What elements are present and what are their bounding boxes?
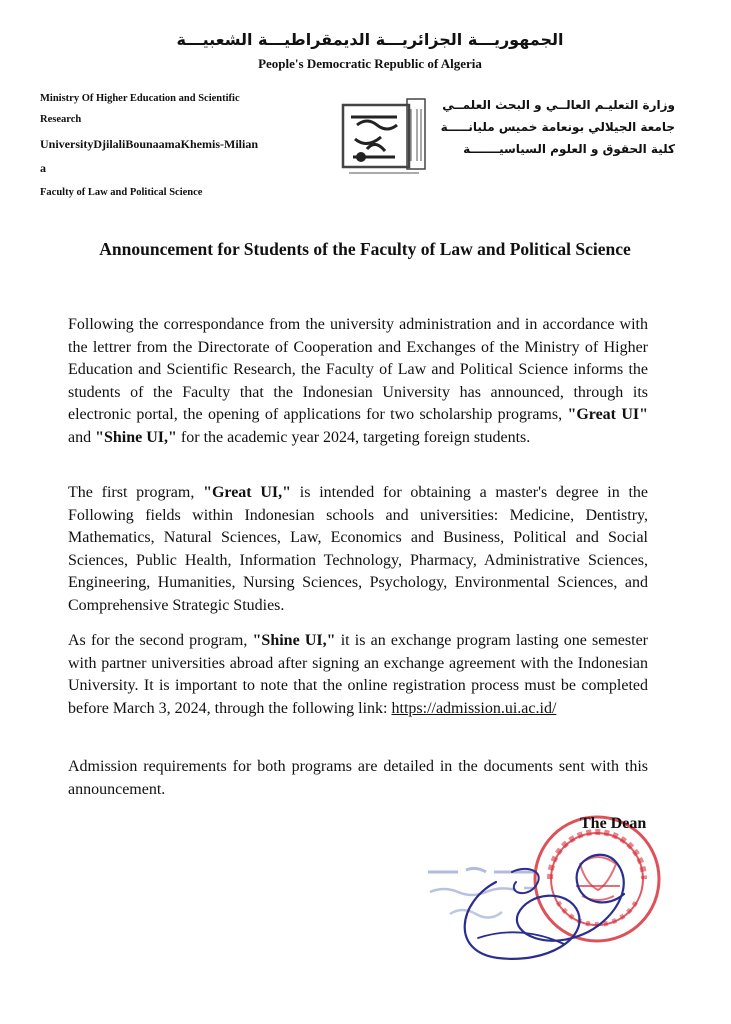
program-great-ui: "Great UI," <box>203 484 292 501</box>
first-program-fields: is intended for obtaining a master's degree in the Following fields within Indonesian schools and universities: Medicine, Dentistry, Mathematics, Natural Sciences, Law, Economics and Business, Political and Social Sciences, Public Health, Information Technology, Pharmacy, Administrative Sciences, Engineering, Humanities, Nursing Sciences, Psychology, Environmental Sciences, and Comprehensive Strategic Studies. <box>68 484 649 614</box>
faculty-name-arabic: كلية الحقوق و العلوم السياسيـــــــة <box>463 142 675 156</box>
intro-text: Following the correspondance from the university administration and in accordance with the lettrer from the Directorate of Cooperation and Exchanges of the Ministry of Higher Education and Scientific Research, the Faculty of Law and Political Science informs the students of the Faculty that the Indonesian University has announced, through its electronic portal, the opening of applications for two scholarship programs, <box>68 316 648 424</box>
announcement-title: Announcement for Students of the Faculty of Law and Political Science <box>99 239 631 259</box>
dean-signature <box>438 842 648 977</box>
ministry-name: Ministry Of Higher Education and Scientific Research <box>40 93 240 125</box>
paragraph-first-program <box>68 482 648 618</box>
university-name: UniversityDjilaliBounaamaKhemis-Miliana <box>40 137 259 175</box>
university-name-arabic: جامعة الجيلالي بونعامة خميس مليانـــــة <box>440 120 675 134</box>
program-great-ui: "Great UI" <box>567 406 649 424</box>
first-program-text: The first program, <box>68 484 204 501</box>
admission-link[interactable]: https://admission.ui.ac.id/ <box>391 699 557 717</box>
university-logo <box>337 95 429 187</box>
header-right-block <box>435 94 675 160</box>
ministry-name-arabic: وزارة التعليـم العالــي و البحث العلمــي <box>442 98 675 112</box>
connector-text: and <box>68 428 96 446</box>
program-shine-ui: "Shine UI," <box>95 428 177 446</box>
paragraph-requirements: Admission requirements for both programs are detailed in the documents sent with this announcement. <box>68 758 648 798</box>
header-left-block <box>40 88 260 203</box>
second-program-text: As for the second program, <box>68 632 253 649</box>
paragraph-intro <box>68 314 648 450</box>
signatory-title: The Dean <box>580 815 647 832</box>
country-name-arabic: الجمهوريـــة الجزائريـــة الديمقراطيـــة الشعبيـــة <box>176 30 564 49</box>
paragraph-second-program <box>68 630 648 720</box>
country-name-english: People's Democratic Republic of Algeria <box>258 56 482 71</box>
program-shine-ui: "Shine UI," <box>252 632 336 649</box>
intro-text-end: for the academic year 2024, targeting foreign students. <box>176 428 531 446</box>
second-program-details: it is an exchange program lasting one semester with partner universities abroad after signing an exchange agreement with the Indonesian University. It is important to note that the online registration process must be completed before March 3, 2024, through the following link: <box>68 632 649 717</box>
faculty-name: Faculty of Law and Political Science <box>40 187 203 198</box>
